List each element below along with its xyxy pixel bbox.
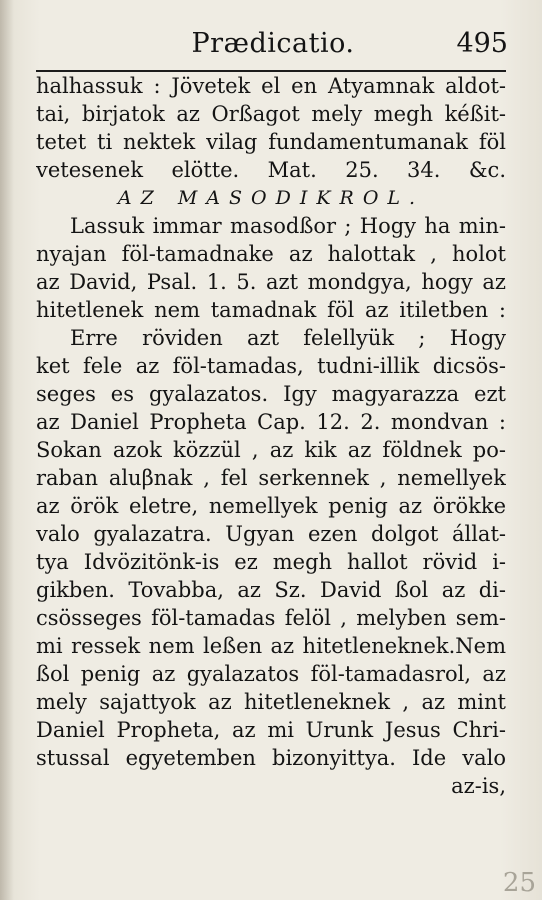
text-line: mi ressek nem leßen az hitetleneknek.Nem (36, 634, 506, 658)
text-line: Lassuk immar masodßor ; Hogy ha min- (70, 214, 506, 238)
text-line: hitetlenek nem tamadnak föl az itiletben : (36, 298, 506, 322)
text-line: stussal egyetemben bizonyittya. Ide valo (36, 746, 506, 770)
text-line: halhassuk : Jövetek el en Atyamnak aldot- (36, 74, 506, 98)
text-line: Erre röviden azt felellyük ; Hogy (70, 326, 506, 350)
show-through-mark: 25 (502, 868, 536, 898)
spine-shadow (0, 0, 14, 900)
page-number: 495 (456, 28, 508, 59)
text-line: tya Idvözitönk-is ez megh hallot rövid i- (36, 550, 506, 574)
text-line: az David, Psal. 1. 5. azt mondgya, hogy az (36, 270, 506, 294)
text-line: az-is, (451, 774, 506, 798)
page-header (38, 22, 508, 70)
text-line: Daniel Propheta, az mi Urunk Jesus Chri- (36, 718, 506, 742)
text-line: ßol penig az gyalazatos föl-tamadasrol, az (36, 662, 506, 686)
text-line: ket fele az föl-tamadas, tudni-illik dicsös- (36, 354, 506, 378)
text-line: vetesenek elötte. Mat. 25. 34. &c. (36, 158, 506, 182)
text-line: valo gyalazatra. Ugyan ezen dolgot állat- (36, 522, 506, 546)
body-text (36, 72, 506, 800)
text-line: tetet ti nektek vilag fundamentumanak föl (36, 130, 506, 154)
text-line: az örök eletre, nemellyek penig az örökke (36, 494, 506, 518)
text-line: az Daniel Propheta Cap. 12. 2. mondvan : (36, 410, 506, 434)
text-line: gikben. Tovabba, az Sz. David ßol az di- (36, 578, 506, 602)
text-line: tai, birjatok az Orßagot mely megh kéßit- (36, 102, 506, 126)
text-line: Sokan azok közzül , az kik az földnek po- (36, 438, 506, 462)
text-line: mely sajattyok az hitetleneknek , az mint (36, 690, 506, 714)
text-line: seges es gyalazatos. Igy magyarazza ezt (36, 382, 506, 406)
running-title: Prædicatio. (191, 28, 355, 59)
text-line: nyajan föl-tamadnake az halottak , holot (36, 242, 506, 266)
text-line: csösseges föl-tamadas felöl , melyben sem- (36, 606, 506, 630)
section-heading: AZ MASODIKROL. (117, 187, 425, 209)
text-line: raban aluβnak , fel serkennek , nemellyek (36, 466, 506, 490)
